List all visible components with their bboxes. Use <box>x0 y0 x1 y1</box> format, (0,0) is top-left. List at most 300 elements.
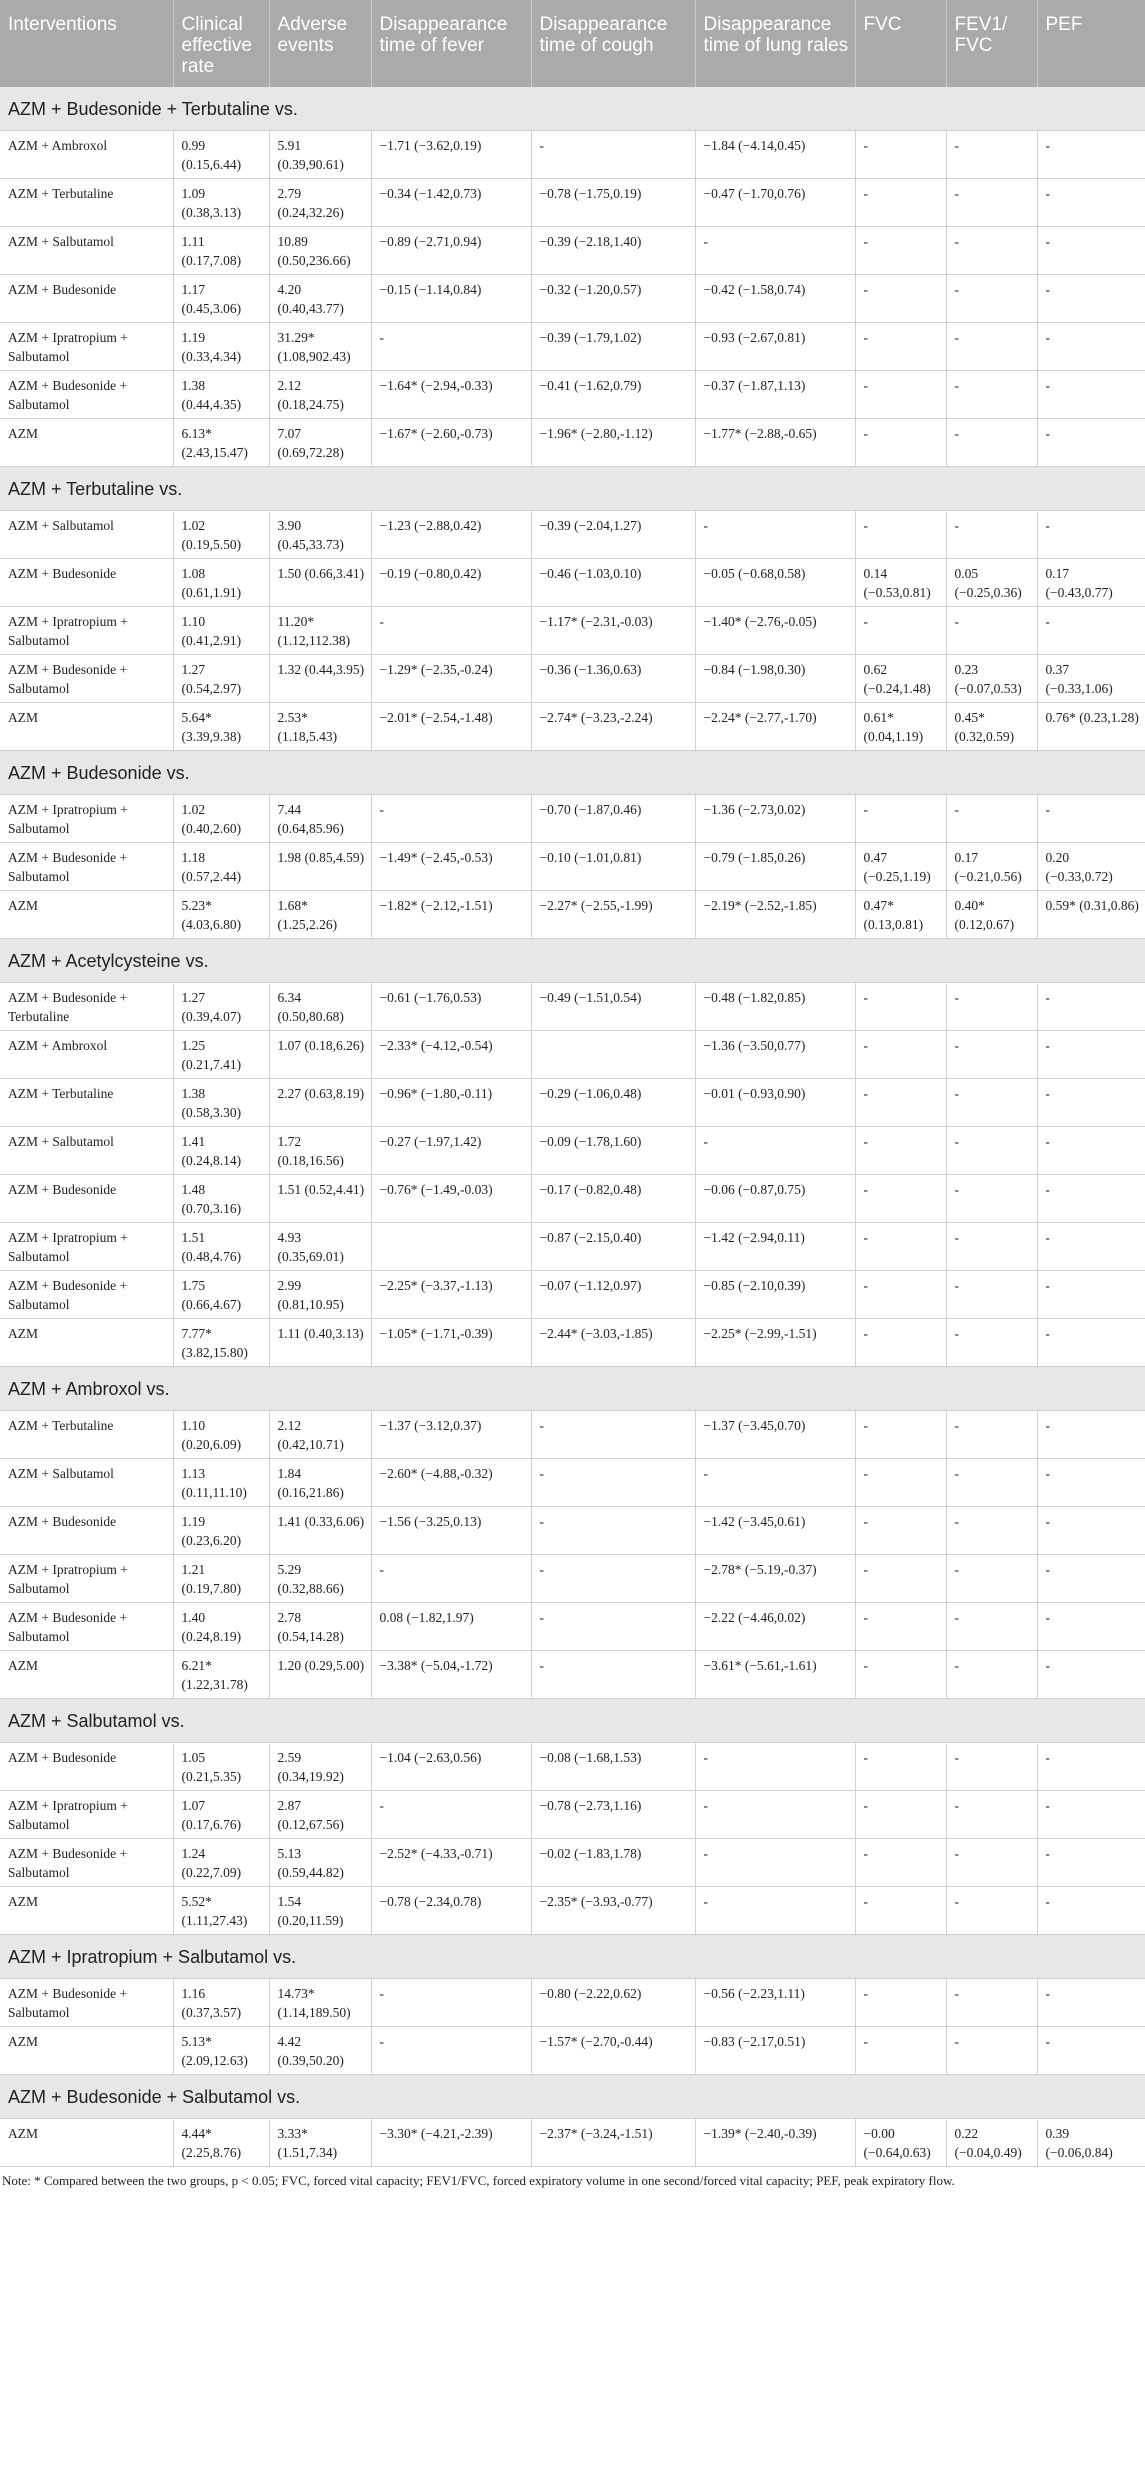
value-cell: 1.11 (0.40,3.13) <box>269 1319 371 1367</box>
value-cell: −0.96* (−1.80,-0.11) <box>371 1079 531 1127</box>
value-cell: 0.62 (−0.24,1.48) <box>855 655 946 703</box>
value-cell: 1.05 (0.21,5.35) <box>173 1743 269 1791</box>
column-header: Disappearance time of cough <box>531 0 695 87</box>
value-cell: −2.24* (−2.77,-1.70) <box>695 703 855 751</box>
value-cell: 14.73* (1.14,189.50) <box>269 1979 371 2027</box>
value-cell: - <box>1037 1175 1145 1223</box>
value-cell: - <box>1037 1507 1145 1555</box>
table-row <box>0 1459 1145 1507</box>
group-title: AZM + Acetylcysteine vs. <box>0 939 1145 983</box>
value-cell: −0.32 (−1.20,0.57) <box>531 275 695 323</box>
value-cell: - <box>946 179 1037 227</box>
value-cell: 1.24 (0.22,7.09) <box>173 1839 269 1887</box>
value-cell: - <box>855 227 946 275</box>
value-cell: −1.84 (−4.14,0.45) <box>695 131 855 179</box>
value-cell <box>531 1031 695 1079</box>
value-cell: 1.25 (0.21,7.41) <box>173 1031 269 1079</box>
table-row <box>0 983 1145 1031</box>
value-cell: - <box>855 1839 946 1887</box>
value-cell: 0.61* (0.04,1.19) <box>855 703 946 751</box>
value-cell: −2.25* (−3.37,-1.13) <box>371 1271 531 1319</box>
value-cell: −1.67* (−2.60,-0.73) <box>371 419 531 467</box>
intervention-cell: AZM <box>0 1887 173 1935</box>
value-cell: −1.29* (−2.35,-0.24) <box>371 655 531 703</box>
value-cell: 1.38 (0.58,3.30) <box>173 1079 269 1127</box>
value-cell: - <box>946 323 1037 371</box>
table-row <box>0 1887 1145 1935</box>
table-row <box>0 1603 1145 1651</box>
value-cell: - <box>855 1651 946 1699</box>
value-cell: 7.77* (3.82,15.80) <box>173 1319 269 1367</box>
value-cell: −2.01* (−2.54,-1.48) <box>371 703 531 751</box>
value-cell: - <box>531 1507 695 1555</box>
value-cell: - <box>946 1555 1037 1603</box>
group-header-row <box>0 1699 1145 1743</box>
group-header-row <box>0 1935 1145 1979</box>
table-row <box>0 795 1145 843</box>
value-cell: - <box>531 1555 695 1603</box>
value-cell: −0.89 (−2.71,0.94) <box>371 227 531 275</box>
value-cell: - <box>1037 1079 1145 1127</box>
value-cell: 0.08 (−1.82,1.97) <box>371 1603 531 1651</box>
value-cell: - <box>531 1603 695 1651</box>
table-row <box>0 227 1145 275</box>
intervention-cell: AZM + Ipratropium + Salbutamol <box>0 795 173 843</box>
table-row <box>0 1555 1145 1603</box>
value-cell: - <box>1037 1031 1145 1079</box>
value-cell: −0.84 (−1.98,0.30) <box>695 655 855 703</box>
value-cell: - <box>1037 795 1145 843</box>
value-cell: 1.75 (0.66,4.67) <box>173 1271 269 1319</box>
value-cell: −0.39 (−2.04,1.27) <box>531 511 695 559</box>
value-cell: - <box>855 1459 946 1507</box>
value-cell: 0.47* (0.13,0.81) <box>855 891 946 939</box>
value-cell: 6.13* (2.43,15.47) <box>173 419 269 467</box>
value-cell: - <box>1037 1127 1145 1175</box>
value-cell: 1.72 (0.18,16.56) <box>269 1127 371 1175</box>
value-cell: −0.42 (−1.58,0.74) <box>695 275 855 323</box>
value-cell: - <box>1037 1743 1145 1791</box>
value-cell: - <box>695 227 855 275</box>
column-header: FEV1/ FVC <box>946 0 1037 87</box>
value-cell: −0.29 (−1.06,0.48) <box>531 1079 695 1127</box>
value-cell: - <box>855 1887 946 1935</box>
value-cell: −0.87 (−2.15,0.40) <box>531 1223 695 1271</box>
group-title: AZM + Ipratropium + Salbutamol vs. <box>0 1935 1145 1979</box>
value-cell: - <box>695 1791 855 1839</box>
group-title: AZM + Salbutamol vs. <box>0 1699 1145 1743</box>
value-cell: - <box>1037 1887 1145 1935</box>
value-cell: −1.04 (−2.63,0.56) <box>371 1743 531 1791</box>
intervention-cell: AZM + Budesonide <box>0 559 173 607</box>
value-cell: - <box>946 983 1037 1031</box>
value-cell: 5.91 (0.39,90.61) <box>269 131 371 179</box>
value-cell: - <box>946 1791 1037 1839</box>
value-cell: - <box>1037 1459 1145 1507</box>
value-cell: 5.13 (0.59,44.82) <box>269 1839 371 1887</box>
table-row <box>0 655 1145 703</box>
value-cell: 10.89 (0.50,236.66) <box>269 227 371 275</box>
intervention-cell: AZM + Ambroxol <box>0 1031 173 1079</box>
value-cell: −0.83 (−2.17,0.51) <box>695 2027 855 2075</box>
value-cell: 2.79 (0.24,32.26) <box>269 179 371 227</box>
value-cell: −0.10 (−1.01,0.81) <box>531 843 695 891</box>
value-cell: −0.56 (−2.23,1.11) <box>695 1979 855 2027</box>
value-cell: - <box>1037 323 1145 371</box>
intervention-cell: AZM + Terbutaline <box>0 1079 173 1127</box>
value-cell: −0.39 (−1.79,1.02) <box>531 323 695 371</box>
value-cell: −3.61* (−5.61,-1.61) <box>695 1651 855 1699</box>
value-cell: −0.47 (−1.70,0.76) <box>695 179 855 227</box>
value-cell: −1.57* (−2.70,-0.44) <box>531 2027 695 2075</box>
value-cell: 1.32 (0.44,3.95) <box>269 655 371 703</box>
value-cell: 1.84 (0.16,21.86) <box>269 1459 371 1507</box>
value-cell: 1.02 (0.40,2.60) <box>173 795 269 843</box>
table-row <box>0 1743 1145 1791</box>
value-cell: - <box>946 1839 1037 1887</box>
value-cell: −1.36 (−3.50,0.77) <box>695 1031 855 1079</box>
value-cell: −0.61 (−1.76,0.53) <box>371 983 531 1031</box>
value-cell: −2.37* (−3.24,-1.51) <box>531 2119 695 2167</box>
value-cell: 0.99 (0.15,6.44) <box>173 131 269 179</box>
intervention-cell: AZM + Budesonide + Salbutamol <box>0 371 173 419</box>
table-row <box>0 419 1145 467</box>
value-cell: −2.25* (−2.99,-1.51) <box>695 1319 855 1367</box>
value-cell: - <box>371 1555 531 1603</box>
table-row <box>0 1651 1145 1699</box>
value-cell: - <box>531 1411 695 1459</box>
value-cell: −0.06 (−0.87,0.75) <box>695 1175 855 1223</box>
value-cell: 1.54 (0.20,11.59) <box>269 1887 371 1935</box>
value-cell: −0.78 (−2.34,0.78) <box>371 1887 531 1935</box>
value-cell: - <box>371 1791 531 1839</box>
value-cell: −2.74* (−3.23,-2.24) <box>531 703 695 751</box>
value-cell: −0.85 (−2.10,0.39) <box>695 1271 855 1319</box>
table-row <box>0 1031 1145 1079</box>
value-cell: −2.27* (−2.55,-1.99) <box>531 891 695 939</box>
value-cell: 1.19 (0.23,6.20) <box>173 1507 269 1555</box>
intervention-cell: AZM + Salbutamol <box>0 1459 173 1507</box>
value-cell: −0.09 (−1.78,1.60) <box>531 1127 695 1175</box>
value-cell: - <box>531 131 695 179</box>
intervention-cell: AZM + Ipratropium + Salbutamol <box>0 323 173 371</box>
value-cell: −0.79 (−1.85,0.26) <box>695 843 855 891</box>
value-cell: 4.20 (0.40,43.77) <box>269 275 371 323</box>
value-cell: - <box>855 1743 946 1791</box>
value-cell: 31.29* (1.08,902.43) <box>269 323 371 371</box>
value-cell: 2.12 (0.42,10.71) <box>269 1411 371 1459</box>
value-cell: 0.37 (−0.33,1.06) <box>1037 655 1145 703</box>
value-cell: −0.34 (−1.42,0.73) <box>371 179 531 227</box>
value-cell: −0.01 (−0.93,0.90) <box>695 1079 855 1127</box>
table-row <box>0 511 1145 559</box>
intervention-cell: AZM + Budesonide + Salbutamol <box>0 1839 173 1887</box>
value-cell: - <box>371 607 531 655</box>
table-row <box>0 559 1145 607</box>
value-cell: - <box>371 1979 531 2027</box>
value-cell: - <box>946 1223 1037 1271</box>
value-cell: −1.36 (−2.73,0.02) <box>695 795 855 843</box>
value-cell: - <box>371 2027 531 2075</box>
value-cell: 2.12 (0.18,24.75) <box>269 371 371 419</box>
table-row <box>0 1839 1145 1887</box>
value-cell: 1.13 (0.11,11.10) <box>173 1459 269 1507</box>
intervention-cell: AZM <box>0 891 173 939</box>
value-cell: - <box>1037 1791 1145 1839</box>
value-cell: - <box>946 511 1037 559</box>
value-cell: 0.39 (−0.06,0.84) <box>1037 2119 1145 2167</box>
value-cell: - <box>855 607 946 655</box>
group-header-row <box>0 467 1145 511</box>
value-cell: 5.52* (1.11,27.43) <box>173 1887 269 1935</box>
value-cell: −0.46 (−1.03,0.10) <box>531 559 695 607</box>
value-cell: - <box>946 1031 1037 1079</box>
value-cell: 1.07 (0.17,6.76) <box>173 1791 269 1839</box>
value-cell: 0.45* (0.32,0.59) <box>946 703 1037 751</box>
value-cell: −0.49 (−1.51,0.54) <box>531 983 695 1031</box>
value-cell: 1.20 (0.29,5.00) <box>269 1651 371 1699</box>
column-header: PEF <box>1037 0 1145 87</box>
value-cell: 1.38 (0.44,4.35) <box>173 371 269 419</box>
value-cell: - <box>946 1887 1037 1935</box>
value-cell: 2.78 (0.54,14.28) <box>269 1603 371 1651</box>
value-cell: - <box>855 131 946 179</box>
value-cell: - <box>531 1651 695 1699</box>
value-cell: 7.07 (0.69,72.28) <box>269 419 371 467</box>
intervention-cell: AZM + Ipratropium + Salbutamol <box>0 1791 173 1839</box>
intervention-cell: AZM <box>0 419 173 467</box>
value-cell: 1.40 (0.24,8.19) <box>173 1603 269 1651</box>
value-cell: - <box>855 1079 946 1127</box>
value-cell: - <box>855 1791 946 1839</box>
value-cell: −0.76* (−1.49,-0.03) <box>371 1175 531 1223</box>
value-cell: - <box>1037 1271 1145 1319</box>
value-cell: 1.51 (0.52,4.41) <box>269 1175 371 1223</box>
value-cell: 1.48 (0.70,3.16) <box>173 1175 269 1223</box>
value-cell: 6.21* (1.22,31.78) <box>173 1651 269 1699</box>
value-cell: 1.21 (0.19,7.80) <box>173 1555 269 1603</box>
value-cell: 5.29 (0.32,88.66) <box>269 1555 371 1603</box>
value-cell: - <box>855 275 946 323</box>
value-cell: 1.27 (0.39,4.07) <box>173 983 269 1031</box>
value-cell: 5.64* (3.39,9.38) <box>173 703 269 751</box>
intervention-cell: AZM <box>0 2027 173 2075</box>
value-cell: 1.11 (0.17,7.08) <box>173 227 269 275</box>
value-cell: −2.52* (−4.33,-0.71) <box>371 1839 531 1887</box>
table-row <box>0 1175 1145 1223</box>
table-row <box>0 1411 1145 1459</box>
value-cell: - <box>946 1127 1037 1175</box>
value-cell: - <box>946 1743 1037 1791</box>
value-cell <box>371 1223 531 1271</box>
value-cell: - <box>946 419 1037 467</box>
value-cell: −1.42 (−2.94,0.11) <box>695 1223 855 1271</box>
value-cell: 7.44 (0.64,85.96) <box>269 795 371 843</box>
intervention-cell: AZM + Budesonide <box>0 1175 173 1223</box>
value-cell: 1.27 (0.54,2.97) <box>173 655 269 703</box>
table-row <box>0 703 1145 751</box>
value-cell: −0.00 (−0.64,0.63) <box>855 2119 946 2167</box>
group-header-row <box>0 2075 1145 2119</box>
value-cell: −1.37 (−3.45,0.70) <box>695 1411 855 1459</box>
value-cell: −0.41 (−1.62,0.79) <box>531 371 695 419</box>
value-cell: 0.23 (−0.07,0.53) <box>946 655 1037 703</box>
value-cell: −1.82* (−2.12,-1.51) <box>371 891 531 939</box>
value-cell: 0.20 (−0.33,0.72) <box>1037 843 1145 891</box>
value-cell: 4.42 (0.39,50.20) <box>269 2027 371 2075</box>
intervention-cell: AZM + Budesonide + Salbutamol <box>0 1603 173 1651</box>
value-cell: 1.07 (0.18,6.26) <box>269 1031 371 1079</box>
value-cell: - <box>946 1459 1037 1507</box>
value-cell: - <box>946 275 1037 323</box>
value-cell: - <box>1037 1223 1145 1271</box>
value-cell: - <box>371 795 531 843</box>
intervention-cell: AZM <box>0 703 173 751</box>
value-cell: - <box>855 371 946 419</box>
table-row <box>0 1319 1145 1367</box>
value-cell: - <box>946 1979 1037 2027</box>
intervention-cell: AZM + Ipratropium + Salbutamol <box>0 1223 173 1271</box>
value-cell: 1.41 (0.33,6.06) <box>269 1507 371 1555</box>
intervention-cell: AZM <box>0 1651 173 1699</box>
group-title: AZM + Terbutaline vs. <box>0 467 1145 511</box>
intervention-cell: AZM <box>0 1319 173 1367</box>
value-cell: 3.90 (0.45,33.73) <box>269 511 371 559</box>
value-cell: 1.98 (0.85,4.59) <box>269 843 371 891</box>
intervention-cell: AZM + Budesonide + Salbutamol <box>0 655 173 703</box>
value-cell: - <box>1037 1411 1145 1459</box>
value-cell: - <box>855 1411 946 1459</box>
value-cell: −0.27 (−1.97,1.42) <box>371 1127 531 1175</box>
intervention-cell: AZM + Ipratropium + Salbutamol <box>0 1555 173 1603</box>
intervention-cell: AZM + Budesonide <box>0 1743 173 1791</box>
value-cell: 0.22 (−0.04,0.49) <box>946 2119 1037 2167</box>
group-header-row <box>0 751 1145 795</box>
value-cell: 0.76* (0.23,1.28) <box>1037 703 1145 751</box>
value-cell: 2.99 (0.81,10.95) <box>269 1271 371 1319</box>
value-cell: 1.50 (0.66,3.41) <box>269 559 371 607</box>
value-cell: - <box>855 1319 946 1367</box>
value-cell: - <box>855 179 946 227</box>
value-cell: 0.14 (−0.53,0.81) <box>855 559 946 607</box>
value-cell: - <box>946 1651 1037 1699</box>
column-header: Adverse events <box>269 0 371 87</box>
value-cell: 4.93 (0.35,69.01) <box>269 1223 371 1271</box>
value-cell: −2.44* (−3.03,-1.85) <box>531 1319 695 1367</box>
value-cell: 4.44* (2.25,8.76) <box>173 2119 269 2167</box>
value-cell: −1.42 (−3.45,0.61) <box>695 1507 855 1555</box>
intervention-cell: AZM + Budesonide + Terbutaline <box>0 983 173 1031</box>
value-cell: - <box>855 1223 946 1271</box>
value-cell: −1.49* (−2.45,-0.53) <box>371 843 531 891</box>
value-cell: −0.05 (−0.68,0.58) <box>695 559 855 607</box>
value-cell: - <box>946 1411 1037 1459</box>
value-cell: - <box>1037 1319 1145 1367</box>
value-cell: 0.17 (−0.43,0.77) <box>1037 559 1145 607</box>
value-cell: - <box>855 1979 946 2027</box>
value-cell: −1.17* (−2.31,-0.03) <box>531 607 695 655</box>
value-cell: −1.71 (−3.62,0.19) <box>371 131 531 179</box>
value-cell: - <box>855 323 946 371</box>
value-cell: 1.02 (0.19,5.50) <box>173 511 269 559</box>
value-cell: −0.02 (−1.83,1.78) <box>531 1839 695 1887</box>
value-cell: 0.59* (0.31,0.86) <box>1037 891 1145 939</box>
value-cell: - <box>695 1459 855 1507</box>
value-cell: 2.87 (0.12,67.56) <box>269 1791 371 1839</box>
value-cell: −2.22 (−4.46,0.02) <box>695 1603 855 1651</box>
value-cell: 0.05 (−0.25,0.36) <box>946 559 1037 607</box>
value-cell: −2.60* (−4.88,-0.32) <box>371 1459 531 1507</box>
value-cell: −3.30* (−4.21,-2.39) <box>371 2119 531 2167</box>
value-cell: 1.19 (0.33,4.34) <box>173 323 269 371</box>
value-cell: −0.93 (−2.67,0.81) <box>695 323 855 371</box>
value-cell: - <box>855 1271 946 1319</box>
value-cell: 1.18 (0.57,2.44) <box>173 843 269 891</box>
value-cell: - <box>1037 1555 1145 1603</box>
value-cell: - <box>946 227 1037 275</box>
intervention-cell: AZM + Budesonide + Salbutamol <box>0 1271 173 1319</box>
intervention-cell: AZM <box>0 2119 173 2167</box>
value-cell: - <box>1037 419 1145 467</box>
value-cell: −1.23 (−2.88,0.42) <box>371 511 531 559</box>
value-cell: −0.70 (−1.87,0.46) <box>531 795 695 843</box>
value-cell: 1.51 (0.48,4.76) <box>173 1223 269 1271</box>
value-cell: - <box>371 323 531 371</box>
value-cell: 2.27 (0.63,8.19) <box>269 1079 371 1127</box>
value-cell: 1.17 (0.45,3.06) <box>173 275 269 323</box>
value-cell: - <box>695 1743 855 1791</box>
column-header: FVC <box>855 0 946 87</box>
value-cell: - <box>855 1031 946 1079</box>
value-cell: 5.23* (4.03,6.80) <box>173 891 269 939</box>
header-row <box>0 0 1145 87</box>
table-row <box>0 1791 1145 1839</box>
value-cell: 1.10 (0.20,6.09) <box>173 1411 269 1459</box>
value-cell: 11.20* (1.12,112.38) <box>269 607 371 655</box>
group-header-row <box>0 87 1145 131</box>
table-row <box>0 607 1145 655</box>
value-cell: - <box>946 131 1037 179</box>
table-row <box>0 843 1145 891</box>
value-cell: −2.19* (−2.52,-1.85) <box>695 891 855 939</box>
value-cell: 0.40* (0.12,0.67) <box>946 891 1037 939</box>
value-cell: - <box>855 983 946 1031</box>
value-cell: 1.16 (0.37,3.57) <box>173 1979 269 2027</box>
column-header: Disappearance time of lung rales <box>695 0 855 87</box>
value-cell: - <box>1037 179 1145 227</box>
intervention-cell: AZM + Ambroxol <box>0 131 173 179</box>
table-row <box>0 1507 1145 1555</box>
value-cell: - <box>946 1175 1037 1223</box>
table-row <box>0 179 1145 227</box>
value-cell: −0.15 (−1.14,0.84) <box>371 275 531 323</box>
value-cell: −1.37 (−3.12,0.37) <box>371 1411 531 1459</box>
intervention-cell: AZM + Budesonide + Salbutamol <box>0 1979 173 2027</box>
table-row <box>0 1223 1145 1271</box>
value-cell: 0.17 (−0.21,0.56) <box>946 843 1037 891</box>
value-cell: - <box>1037 1979 1145 2027</box>
value-cell: - <box>1037 1603 1145 1651</box>
value-cell: −0.19 (−0.80,0.42) <box>371 559 531 607</box>
value-cell: 1.68* (1.25,2.26) <box>269 891 371 939</box>
intervention-cell: AZM + Salbutamol <box>0 227 173 275</box>
value-cell: −0.07 (−1.12,0.97) <box>531 1271 695 1319</box>
table-body <box>0 87 1145 2167</box>
value-cell: - <box>1037 1651 1145 1699</box>
value-cell: - <box>855 1175 946 1223</box>
table-row <box>0 2119 1145 2167</box>
value-cell: −1.40* (−2.76,-0.05) <box>695 607 855 655</box>
